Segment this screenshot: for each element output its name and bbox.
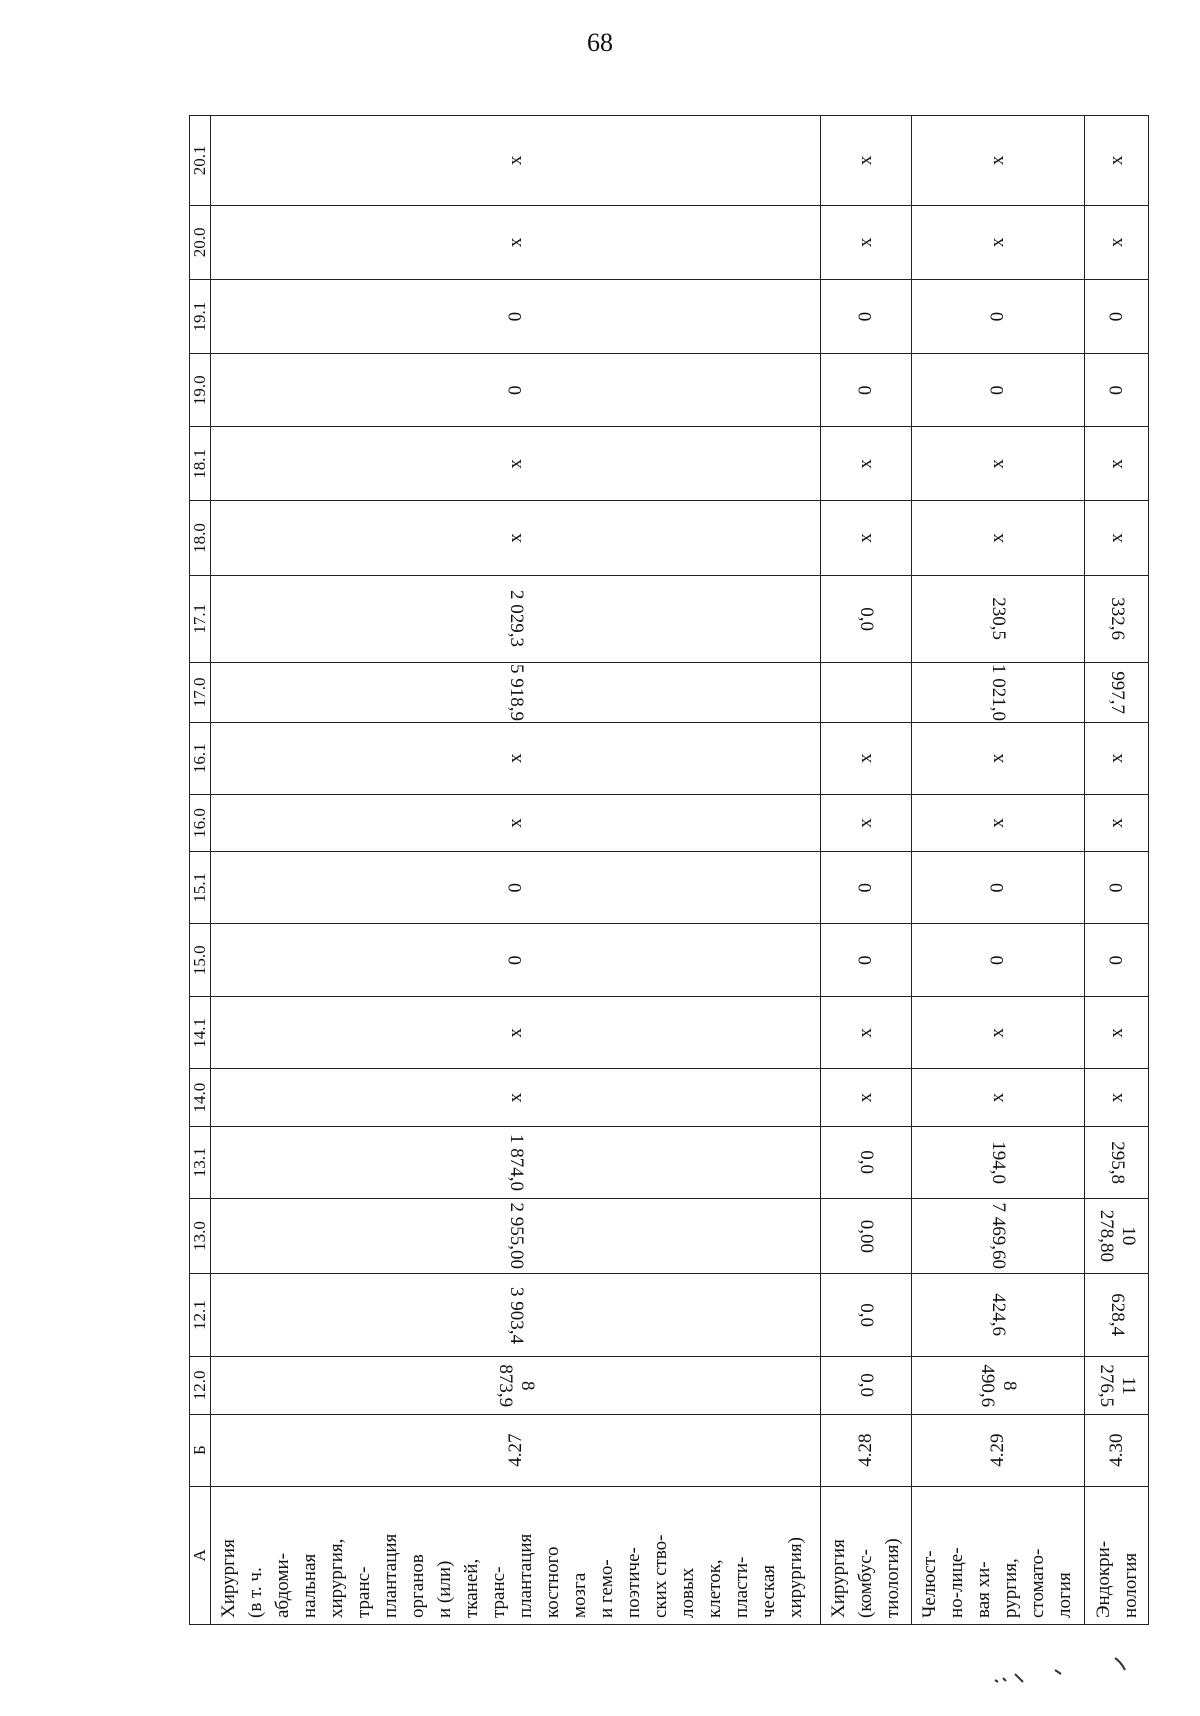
header-cell: 13.0 xyxy=(190,1198,211,1273)
value-text: x xyxy=(987,1028,1009,1038)
value-text: x xyxy=(855,753,877,764)
value-text: x xyxy=(504,1028,526,1038)
value-cell xyxy=(1085,852,1149,924)
value-cell xyxy=(1085,924,1149,997)
value-cell xyxy=(211,279,821,353)
header-cell: А xyxy=(190,1486,211,1624)
value-text: 2 029,3 xyxy=(505,590,527,648)
header-cell: Б xyxy=(190,1414,211,1486)
value-text: 0 xyxy=(987,385,1009,395)
value-text: x xyxy=(855,818,877,828)
value-text: 5 918,9 xyxy=(505,663,527,721)
value-cell xyxy=(912,1274,1085,1357)
header-cell: 14.1 xyxy=(190,997,211,1069)
header-cell: 19.1 xyxy=(190,279,211,353)
value-text: 8 490,6 xyxy=(977,1364,1021,1407)
value-text: 0,0 xyxy=(856,1150,878,1175)
value-cell xyxy=(912,794,1085,852)
value-cell xyxy=(912,1126,1085,1198)
header-cell: 18.1 xyxy=(190,427,211,501)
value-text: 0 xyxy=(504,385,526,395)
value-text: 628,4 xyxy=(1106,1293,1128,1337)
value-cell xyxy=(912,116,1085,206)
value-cell xyxy=(1085,1198,1149,1273)
value-cell xyxy=(821,1126,912,1198)
value-text: x xyxy=(1105,155,1127,166)
value-text: 3 903,4 xyxy=(505,1286,527,1344)
value-text: x xyxy=(987,155,1009,166)
value-cell xyxy=(1085,663,1149,723)
value-text: x xyxy=(1105,533,1127,543)
value-text: x xyxy=(987,237,1009,248)
value-cell xyxy=(211,1274,821,1357)
row-name-cell: Челюст- но-лице- вая хи- рургия, стомато- логия xyxy=(912,1486,1085,1624)
value-cell xyxy=(912,1069,1085,1127)
value-text: x xyxy=(1105,818,1127,828)
value-cell xyxy=(211,501,821,575)
value-text: 0,0 xyxy=(856,1373,878,1398)
value-text: x xyxy=(1105,237,1127,248)
page-number: 68 xyxy=(587,28,613,57)
value-text: x xyxy=(855,533,877,543)
value-text: 0 xyxy=(1105,311,1127,322)
value-text: x xyxy=(504,459,526,469)
value-text: 0 xyxy=(855,955,877,966)
value-cell xyxy=(211,427,821,501)
row-code-cell: 4.29 xyxy=(912,1414,1085,1486)
value-text: 0 xyxy=(987,311,1009,322)
value-text: x xyxy=(987,1092,1009,1103)
value-cell xyxy=(1085,205,1149,279)
value-cell xyxy=(912,722,1085,794)
value-cell xyxy=(912,427,1085,501)
value-cell xyxy=(912,1198,1085,1273)
row-name-cell: Хирургия (в т. ч. абдоми- нальная хирургия, транс- плантация органов и (или) тканей, транс- плантация костного мозга и гемо- поэтиче- ских ство- ловых клеток, пласти- ческая хирургия) xyxy=(211,1486,821,1624)
value-cell xyxy=(1085,997,1149,1069)
header-cell: 19.0 xyxy=(190,354,211,427)
value-cell xyxy=(912,924,1085,997)
value-text: 0 xyxy=(987,955,1009,966)
header-cell: 14.0 xyxy=(190,1069,211,1127)
handwritten-marks xyxy=(985,1650,1145,1690)
value-text: 7 469,60 xyxy=(988,1202,1010,1270)
header-cell: 20.1 xyxy=(190,116,211,206)
value-cell xyxy=(1085,1274,1149,1357)
value-cell xyxy=(1085,1069,1149,1127)
value-text: 0 xyxy=(1105,385,1127,395)
value-text: x xyxy=(504,533,526,543)
value-cell xyxy=(821,924,912,997)
value-cell xyxy=(821,427,912,501)
row-code-cell: 4.27 xyxy=(211,1414,821,1486)
value-cell xyxy=(211,354,821,427)
value-cell xyxy=(821,852,912,924)
table-row xyxy=(211,116,821,1625)
header-cell: 17.1 xyxy=(190,575,211,662)
value-text: x xyxy=(504,237,526,248)
header-cell: 16.1 xyxy=(190,722,211,794)
value-text: x xyxy=(504,1092,526,1103)
value-text: 0 xyxy=(1105,883,1127,893)
value-cell xyxy=(821,279,912,353)
value-text: 0 xyxy=(504,883,526,893)
value-cell xyxy=(211,1198,821,1273)
value-text: x xyxy=(504,818,526,828)
value-text: x xyxy=(855,459,877,469)
value-text: x xyxy=(987,753,1009,764)
value-cell xyxy=(821,1357,912,1415)
value-cell xyxy=(821,663,912,723)
value-cell xyxy=(821,794,912,852)
header-cell: 13.1 xyxy=(190,1126,211,1198)
value-cell xyxy=(912,279,1085,353)
row-code-cell: 4.30 xyxy=(1085,1414,1149,1486)
value-text: x xyxy=(987,533,1009,543)
value-cell xyxy=(211,1357,821,1415)
value-text: 997,7 xyxy=(1106,671,1128,714)
table-container xyxy=(189,115,1149,1625)
value-cell xyxy=(912,663,1085,723)
value-cell xyxy=(1085,354,1149,427)
value-text: x xyxy=(1105,1028,1127,1038)
header-cell: 17.0 xyxy=(190,663,211,723)
header-cell: 15.1 xyxy=(190,852,211,924)
value-cell xyxy=(912,501,1085,575)
row-code-cell: 4.28 xyxy=(821,1414,912,1486)
header-cell: 16.0 xyxy=(190,794,211,852)
value-text: x xyxy=(1105,459,1127,469)
value-cell xyxy=(821,354,912,427)
value-text: x xyxy=(855,1028,877,1038)
value-cell xyxy=(211,663,821,723)
table-row xyxy=(912,116,1085,1625)
value-cell xyxy=(912,354,1085,427)
value-cell xyxy=(912,997,1085,1069)
value-text: 230,5 xyxy=(988,597,1010,641)
value-cell xyxy=(1085,722,1149,794)
value-cell xyxy=(1085,1357,1149,1415)
header-cell: 12.1 xyxy=(190,1274,211,1357)
value-text: 0 xyxy=(855,385,877,395)
value-cell xyxy=(912,575,1085,662)
value-cell xyxy=(821,1198,912,1273)
header-cell: 20.0 xyxy=(190,205,211,279)
value-text: x xyxy=(504,753,526,764)
value-text: 11 276,5 xyxy=(1095,1364,1139,1407)
value-cell xyxy=(211,575,821,662)
value-cell xyxy=(821,997,912,1069)
row-name-cell: Хирургия (комбус- тиология) xyxy=(821,1486,912,1624)
value-cell xyxy=(211,794,821,852)
value-text: 194,0 xyxy=(988,1140,1010,1184)
value-text: x xyxy=(855,237,877,248)
header-cell: 15.0 xyxy=(190,924,211,997)
value-cell xyxy=(1085,575,1149,662)
value-text: 1 021,0 xyxy=(988,663,1010,721)
value-cell xyxy=(1085,501,1149,575)
value-text: x xyxy=(987,459,1009,469)
value-cell xyxy=(211,722,821,794)
value-cell xyxy=(211,1126,821,1198)
value-text: x xyxy=(987,818,1009,828)
value-text: 0,0 xyxy=(856,1303,878,1327)
value-text: x xyxy=(504,155,526,166)
value-text: 1 874,0 xyxy=(505,1133,527,1191)
value-cell xyxy=(211,205,821,279)
value-cell xyxy=(1085,279,1149,353)
header-cell: 12.0 xyxy=(190,1357,211,1415)
value-cell xyxy=(1085,794,1149,852)
value-cell xyxy=(821,205,912,279)
value-text: 332,6 xyxy=(1106,597,1128,641)
value-text: 0 xyxy=(1105,955,1127,966)
header-cell: 18.0 xyxy=(190,501,211,575)
table-header-row xyxy=(190,116,211,1625)
value-cell xyxy=(821,575,912,662)
value-cell xyxy=(1085,427,1149,501)
value-text: x xyxy=(1105,753,1127,764)
value-cell xyxy=(211,852,821,924)
value-text: x xyxy=(855,1092,877,1103)
value-cell xyxy=(912,1357,1085,1415)
value-cell xyxy=(211,924,821,997)
data-table xyxy=(189,115,1149,1625)
value-text: 0 xyxy=(987,883,1009,893)
value-text: 0 xyxy=(504,955,526,966)
value-cell xyxy=(211,116,821,206)
value-cell xyxy=(1085,116,1149,206)
table-row xyxy=(821,116,912,1625)
value-text: 0,0 xyxy=(856,606,878,631)
value-text: 0 xyxy=(855,311,877,322)
value-text: 0 xyxy=(504,311,526,322)
value-text: 0 xyxy=(855,883,877,893)
value-text: 2 955,00 xyxy=(505,1202,527,1270)
value-text: 8 873,9 xyxy=(494,1364,538,1407)
value-text: x xyxy=(855,155,877,166)
value-cell xyxy=(821,1274,912,1357)
row-name-cell: Эндокри- нология xyxy=(1085,1486,1149,1624)
value-cell xyxy=(821,116,912,206)
value-cell xyxy=(821,722,912,794)
value-cell xyxy=(821,501,912,575)
value-cell xyxy=(912,205,1085,279)
value-cell xyxy=(211,997,821,1069)
value-cell xyxy=(821,1069,912,1127)
value-text: 0,00 xyxy=(856,1219,878,1253)
value-text: 10 278,80 xyxy=(1095,1209,1139,1263)
value-cell xyxy=(211,1069,821,1127)
value-cell xyxy=(912,852,1085,924)
value-text: 424,6 xyxy=(988,1293,1010,1337)
table-row xyxy=(1085,116,1149,1625)
value-text: 295,8 xyxy=(1106,1140,1128,1184)
value-cell xyxy=(1085,1126,1149,1198)
value-text: x xyxy=(1105,1092,1127,1103)
